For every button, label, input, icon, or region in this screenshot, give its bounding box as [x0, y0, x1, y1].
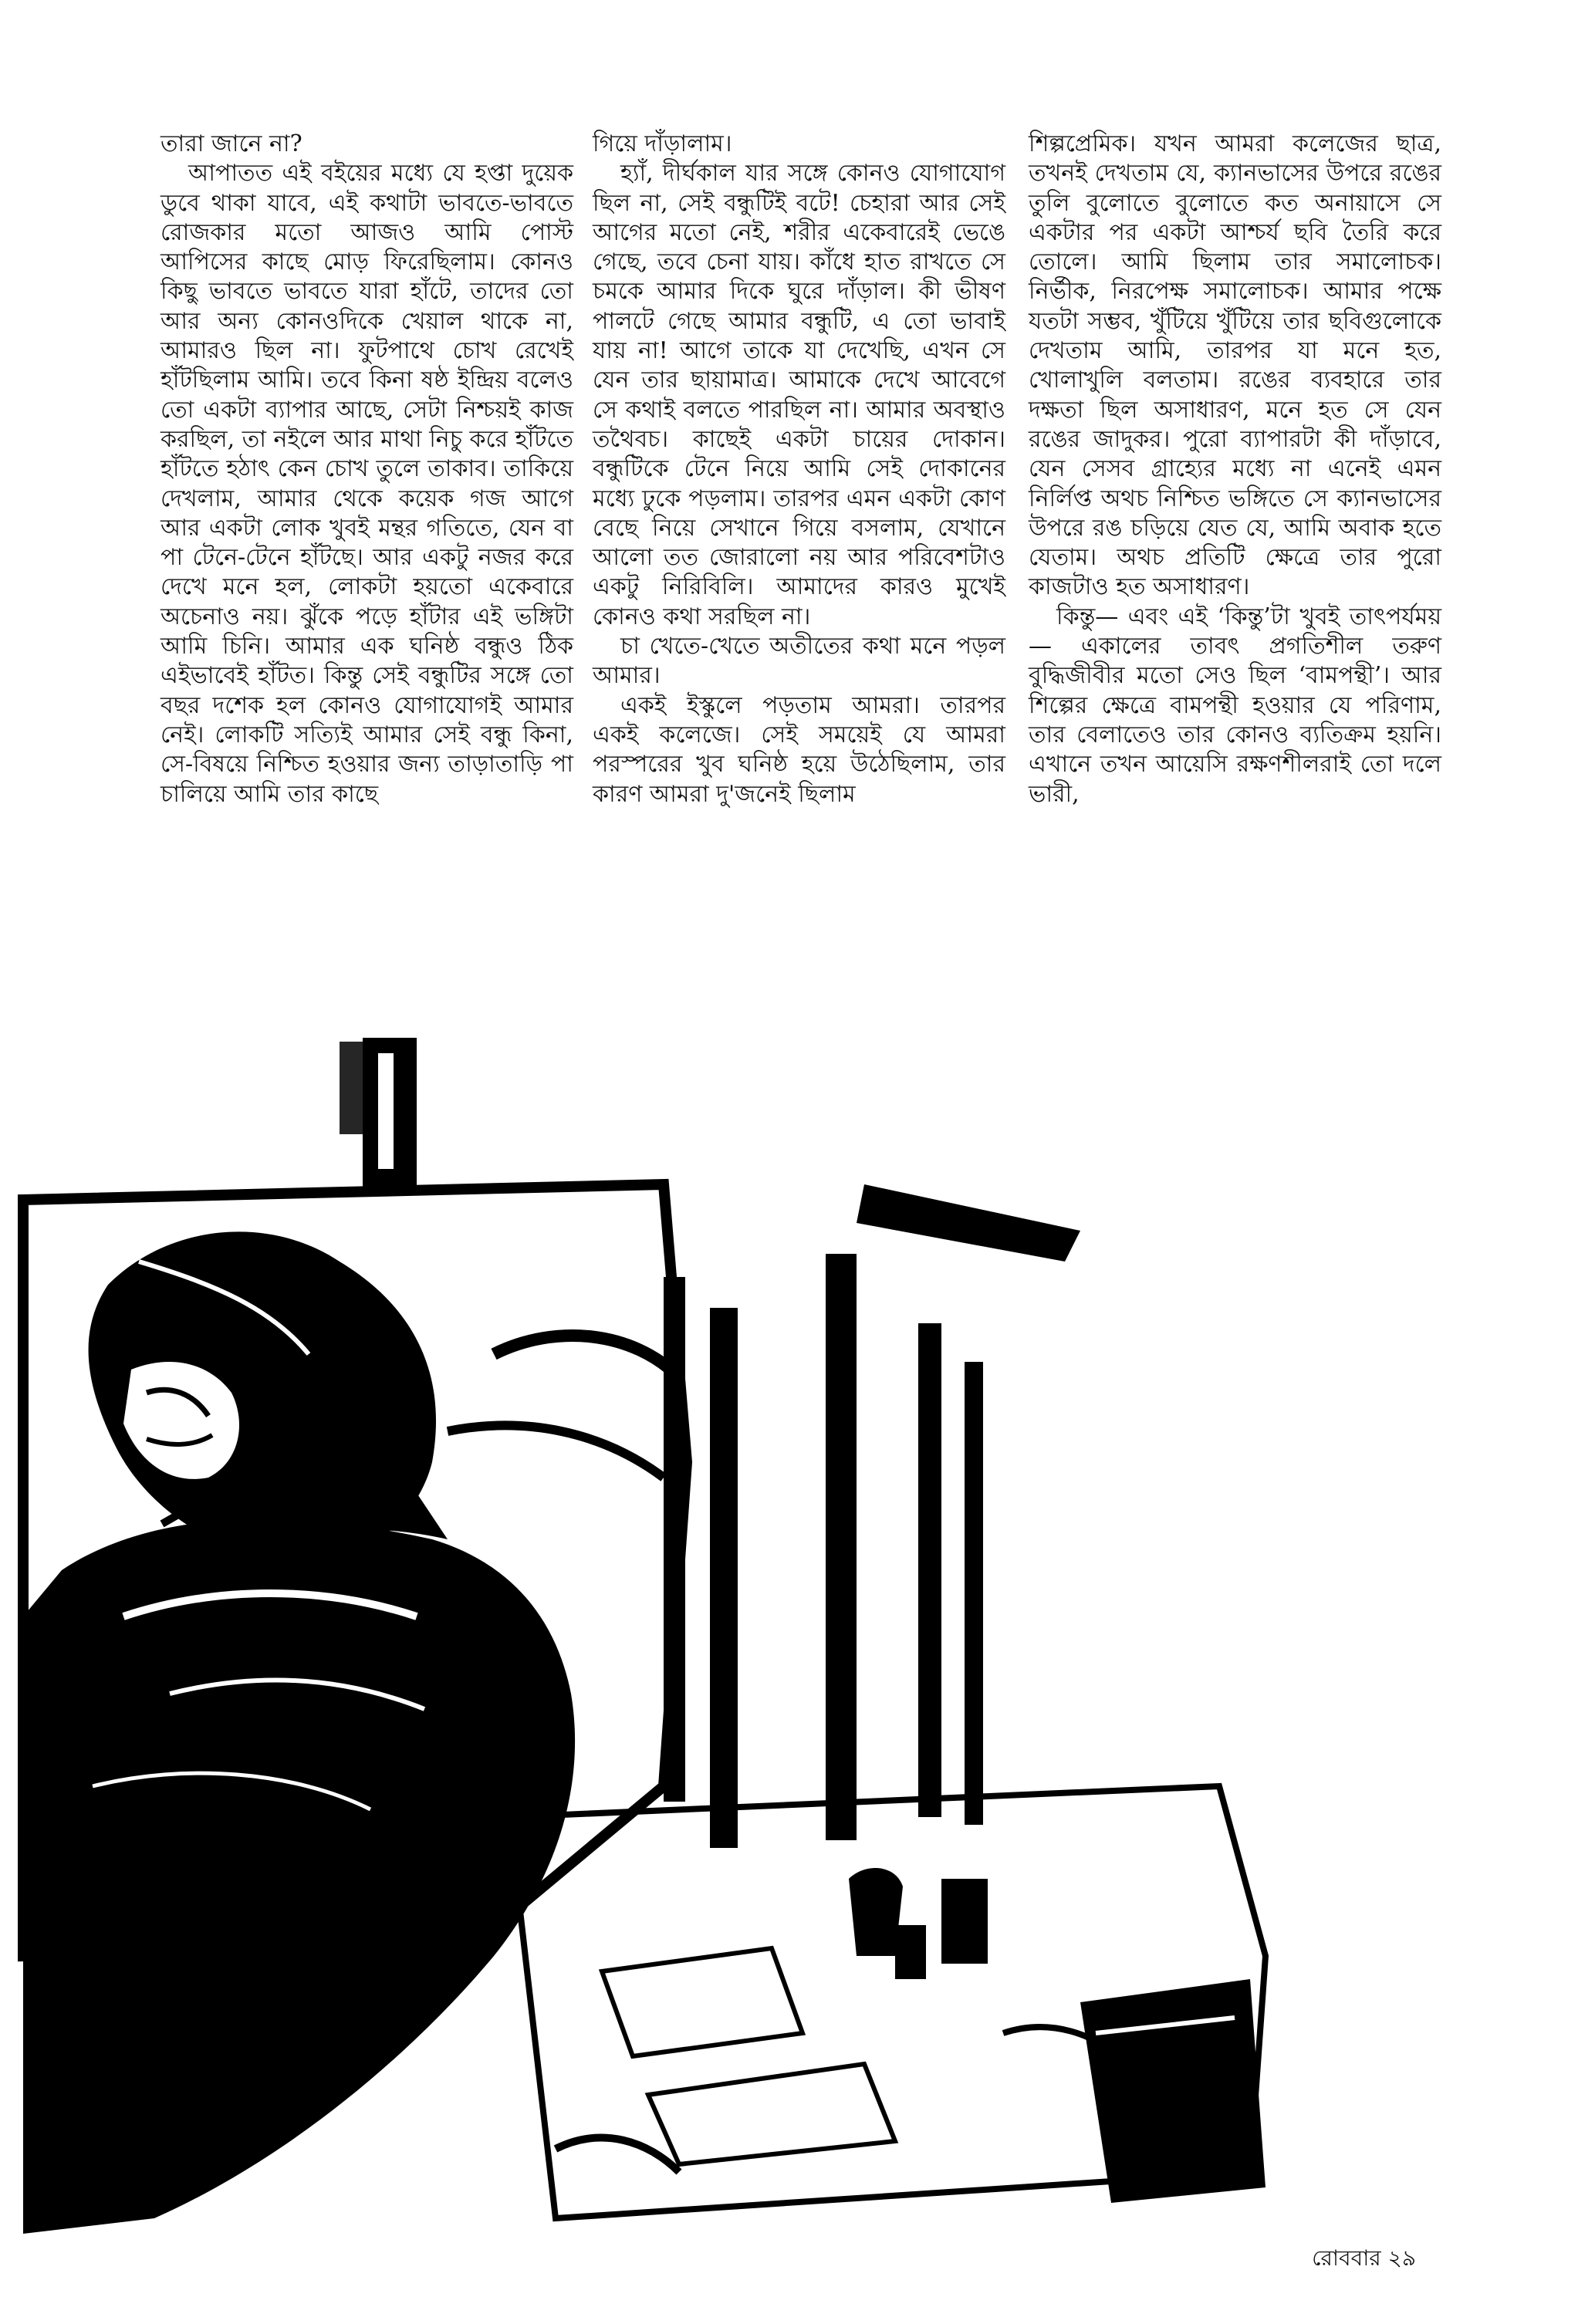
paragraph: তারা জানে না?: [161, 130, 302, 157]
paragraph: কিন্তু— এবং এই ‘কিন্তু’টা খুবই তাৎপর্যময়— একালের তাবৎ প্রগতিশীল তরুণ বুদ্ধিজীবীর মতো সেও ছিল ‘বামপন্থী’। আর শিল্পের ক্ষেত্রে বামপন্থী হওয়ার যে পরিণাম, তার বেলাতেও তার কোনও ব্যতিক্রম হয়নি। এখানে তখন আয়েসি রক্ষণশীলরাই তো দলে ভারী,: [1029, 603, 1441, 808]
text-column-1: [161, 130, 573, 809]
paragraph: হ্যাঁ, দীর্ঘকাল যার সঙ্গে কোনও যোগাযোগ ছিল না, সেই বন্ধুটিই বটে! চেহারা আর সেই আগের মতো নেই, শরীর একেবারেই ভেঙে গেছে, তবে চেনা যায়। কাঁধে হাত রাখতে সে চমকে আমার দিকে ঘুরে দাঁড়াল। কী ভীষণ পালটে গেছে আমার বন্ধুটি, এ তো ভাবাই যায় না! আগে তাকে যা দেখেছি, এখন সে যেন তার ছায়ামাত্র। আমাকে দেখে আবেগে সে কথাই বলতে পারছিল না। আমার অবস্থাও তথৈবচ। কাছেই একটা চায়ের দোকান। বন্ধুটিকে টেনে নিয়ে আমি সেই দোকানের মধ্যে ঢুকে পড়লাম। তারপর এমন একটা কোণ বেছে নিয়ে সেখানে গিয়ে বসলাম, যেখানে আলো তত জোরালো নয় আর পরিবেশটাও একটু নিরিবিলি। আমাদের কারও মুখেই কোনও কথা সরছিল না।: [593, 160, 1005, 630]
paragraph: আপাতত এই বইয়ের মধ্যে যে হপ্তা দুয়েক ডুবে থাকা যাবে, এই কথাটা ভাবতে-ভাবতে রোজকার মতো আজও আমি পোস্ট আপিসের কাছে মোড় ফিরেছিলাম। কোনও কিছু ভাবতে ভাবতে যারা হাঁটে, তাদের তো আর অন্য কোনওদিকে খেয়াল থাকে না, আমারও ছিল না। ফুটপাথে চোখ রেখেই হাঁটছিলাম আমি। তবে কিনা ষষ্ঠ ইন্দ্রিয় বলেও তো একটা ব্যাপার আছে, সেটা নিশ্চয়ই কাজ করছিল, তা নইলে আর মাথা নিচু করে হাঁটতে হাঁটতে হঠাৎ কেন চোখ তুলে তাকাব। তাকিয়ে দেখলাম, আমার থেকে কয়েক গজ আগে আর একটা লোক খুবই মন্থর গতিতে, যেন বা পা টেনে-টেনে হাঁটছে। আর একটু নজর করে দেখে মনে হল, লোকটা হয়তো একেবারে অচেনাও নয়। ঝুঁকে পড়ে হাঁটার এই ভঙ্গিটা আমি চিনি। আমার এক ঘনিষ্ঠ বন্ধুও ঠিক এইভাবেই হাঁটত। কিন্তু সেই বন্ধুটির সঙ্গে তো বছর দশেক হল কোনও যোগাযোগই আমার নেই। লোকটি সত্যিই আমার সেই বন্ধু কিনা, সে-বিষয়ে নিশ্চিত হওয়ার জন্য তাড়াতাড়ি পা চালিয়ে আমি তার কাছে: [161, 160, 573, 808]
paragraph: শিল্পপ্রেমিক। যখন আমরা কলেজের ছাত্র, তখনই দেখতাম যে, ক্যানভাসের উপরে রঙের তুলি বুলোতে বুলোতে কত অনায়াসে সে একটার পর একটা আশ্চর্য ছবি তৈরি করে তোলে। আমি ছিলাম তার সমালোচক। নির্ভীক, নিরপেক্ষ সমালোচক। আমার পক্ষে যতটা সম্ভব, খুঁটিয়ে খুঁটিয়ে তার ছবিগুলোকে দেখতাম আমি, তারপর যা মনে হত, খোলাখুলি বলতাম। রঙের ব্যবহারে তার দক্ষতা ছিল অসাধারণ, মনে হত সে যেন রঙের জাদুকর। পুরো ব্যাপারটা কী দাঁড়াবে, যেন সেসব গ্রাহ্যের মধ্যে না এনেই এমন নির্লিপ্ত অথচ নিশ্চিত ভঙ্গিতে সে ক্যানভাসের উপরে রঙ চড়িয়ে যেত যে, আমি অবাক হতে যেতাম। অথচ প্রতিটি ক্ষেত্রে তার পুরো কাজটাও হত অসাধারণ।: [1029, 130, 1441, 601]
paragraph: চা খেতে-খেতে অতীতের কথা মনে পড়ল আমার।: [593, 633, 1005, 690]
paragraph: গিয়ে দাঁড়ালাম।: [593, 130, 732, 157]
text-column-2: [593, 130, 1005, 809]
text-column-3: [1029, 130, 1441, 809]
paragraph: একই ইস্কুলে পড়তাম আমরা। তারপর একই কলেজে। সেই সময়েই যে আমরা পরস্পরের খুব ঘনিষ্ঠ হয়ে উঠেছিলাম, তার কারণ আমরা দু'জনেই ছিলাম: [593, 691, 1005, 808]
page-folio: রোববার ২৯: [1312, 2245, 1416, 2271]
ink-illustration-artist-at-easel: [15, 1030, 1296, 2257]
